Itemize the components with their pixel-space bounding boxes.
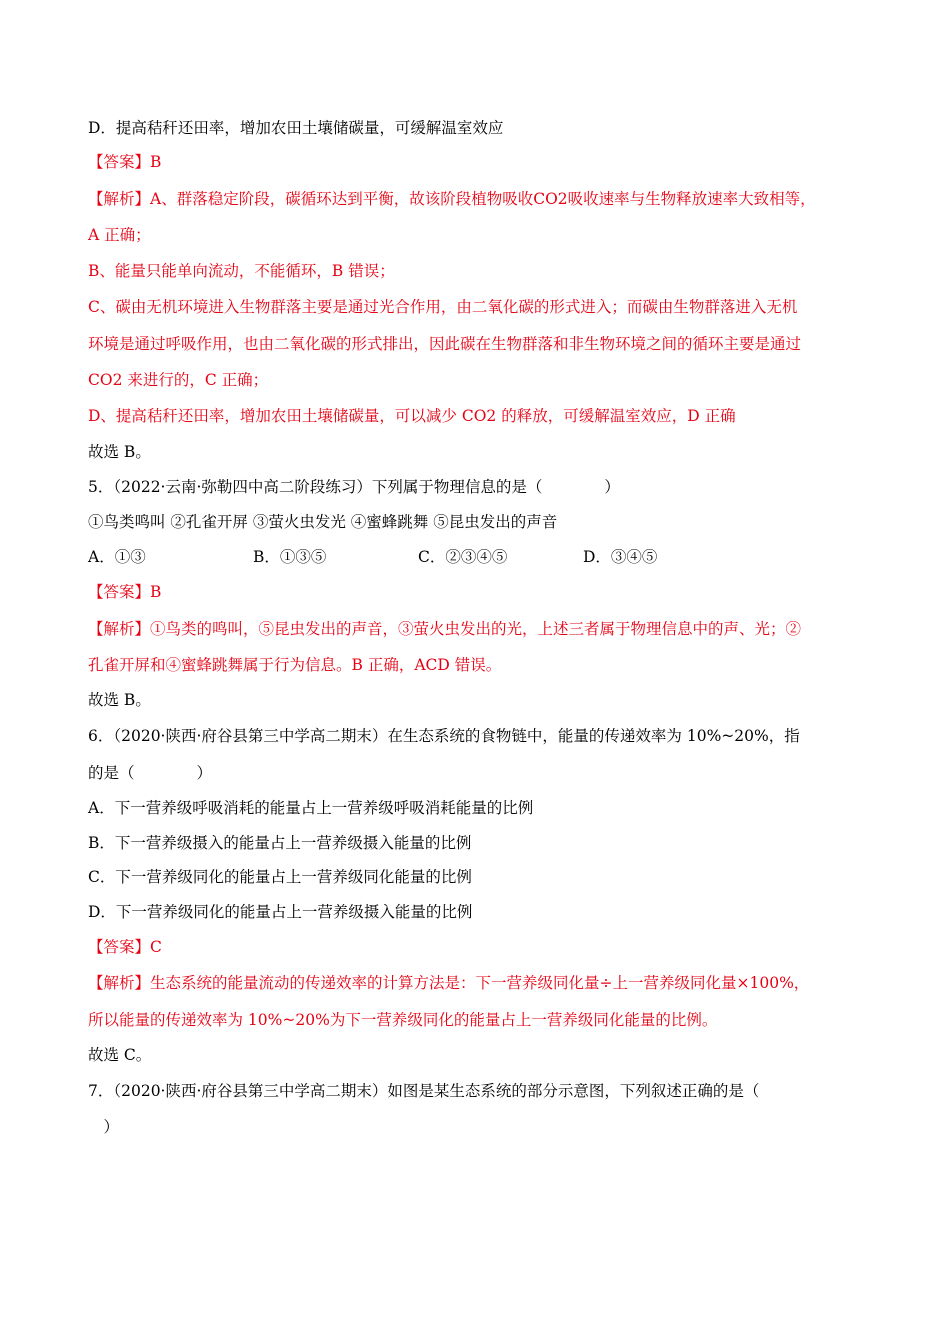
q7-stem-line-1: 7．（2020·陕西·府谷县第三中学高二期末）如图是某生态系统的部分示意图，下列叙述正确的是（ [88,1082,760,1100]
q4-analysis-line-5: 环境是通过呼吸作用，也由二氧化碳的形式排出，因此碳在生物群落和非生物环境之间的循环主要是通过 [88,335,802,353]
q6-answer [88,937,162,957]
q5-option-b: B．①③⑤ [253,548,327,566]
answer-value: B [150,583,162,601]
q4-analysis-line-6: CO2 来进行的，C 正确； [88,371,269,389]
q4-analysis-line-4: C、碳由无机环境进入生物群落主要是通过光合作用，由二氧化碳的形式进入；而碳由生物群落进入无机 [88,298,798,316]
q6-stem-line-2: 的是（ ） [88,764,213,782]
q5-items: ①鸟类鸣叫 ②孔雀开屏 ③萤火虫发光 ④蜜蜂跳舞 ⑤昆虫发出的声音 [88,513,558,531]
q5-analysis-line-2: 孔雀开屏和④蜜蜂跳舞属于行为信息。B 正确，ACD 错误。 [88,656,502,674]
q7-stem-line-2: ） [88,1118,120,1136]
q6-analysis-line-2: 所以能量的传递效率为 10%~20%为下一营养级同化的能量占上一营养级同化能量的比例。 [88,1011,718,1029]
q6-stem-line-1: 6．（2020·陕西·府谷县第三中学高二期末）在生态系统的食物链中，能量的传递效率为 10%~20%，指 [88,727,800,745]
analysis-label: 【解析】 [88,620,151,638]
q5-answer [88,582,161,602]
q6-option-c: C．下一营养级同化的能量占上一营养级同化能量的比例 [88,868,472,886]
q4-analysis-line-7: D、提高秸秆还田率，增加农田土壤储碳量，可以减少 CO2 的释放，可缓解温室效应，D 正确 [88,407,736,425]
answer-label: 【答案】 [88,938,151,956]
q5-stem: 5．（2022·云南·弥勒四中高二阶段练习）下列属于物理信息的是（ ） [88,478,620,496]
answer-value: C [150,938,162,956]
q5-option-a: A．①③ [88,548,146,566]
answer-label: 【答案】 [88,583,151,601]
q5-option-c: C．②③④⑤ [418,548,508,566]
q6-option-b: B．下一营养级摄入的能量占上一营养级摄入能量的比例 [88,834,472,852]
q4-option-d: D．提高秸秆还田率，增加农田土壤储碳量，可缓解温室效应 [88,119,504,137]
analysis-label: 【解析】 [88,974,151,992]
q5-options [88,547,657,567]
q6-option-d: D．下一营养级同化的能量占上一营养级摄入能量的比例 [88,903,473,921]
q6-analysis-line-1: 【解析】生态系统的能量流动的传递效率的计算方法是：下一营养级同化量÷上一营养级同化量×100%， [88,974,810,992]
q4-analysis-line-1: 【解析】A、群落稳定阶段，碳循环达到平衡，故该阶段植物吸收CO2吸收速率与生物释放速率大致相等， [88,190,816,208]
analysis-label: 【解析】 [88,190,151,208]
q5-conclusion: 故选 B。 [88,691,151,709]
q6-conclusion: 故选 C。 [88,1046,152,1064]
answer-value: B [150,153,162,171]
q4-analysis-line-3: B、能量只能单向流动，不能循环，B 错误； [88,262,395,280]
q4-answer [88,152,161,172]
q4-conclusion: 故选 B。 [88,443,151,461]
q4-analysis-line-2: A 正确； [88,226,151,244]
q5-analysis-line-1: 【解析】①鸟类的鸣叫，⑤昆虫发出的声音，③萤火虫发出的光，上述三者属于物理信息中的声、光；② [88,620,802,638]
q6-option-a: A．下一营养级呼吸消耗的能量占上一营养级呼吸消耗能量的比例 [88,799,534,817]
answer-label: 【答案】 [88,153,151,171]
q5-option-d: D．③④⑤ [583,548,658,566]
